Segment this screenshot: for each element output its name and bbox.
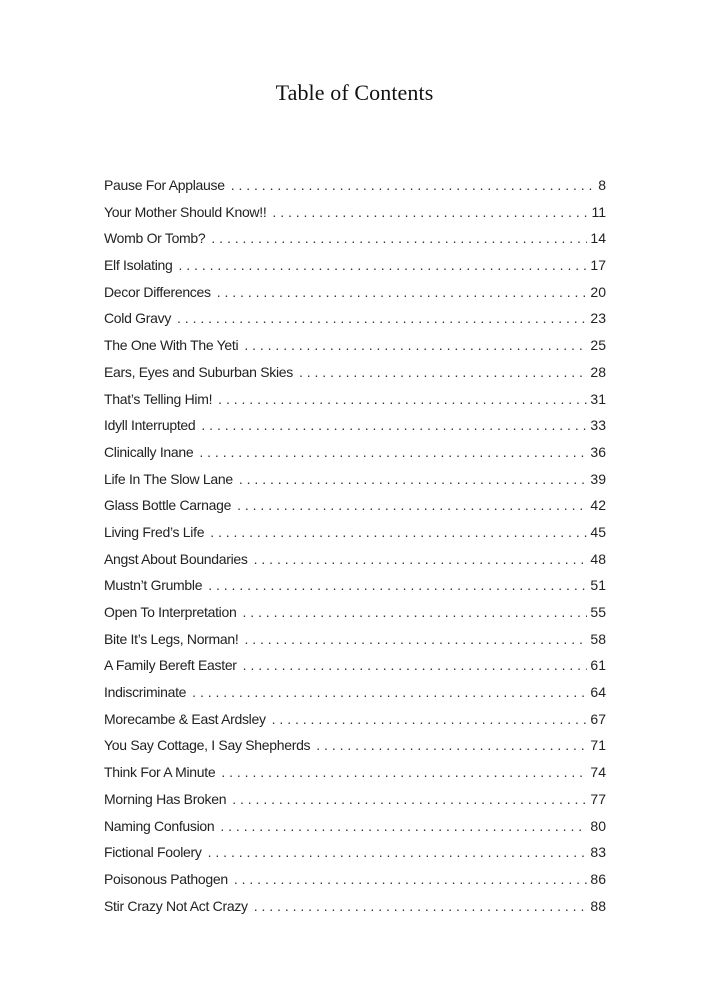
toc-dot-leader <box>218 386 587 413</box>
toc-dot-leader <box>242 599 587 626</box>
toc-entry[interactable] <box>104 439 606 466</box>
toc-entry-title: Open To Interpretation <box>104 604 237 620</box>
toc-page-number: 11 <box>591 203 606 220</box>
toc-dot-leader <box>254 546 588 573</box>
toc-page-number: 48 <box>590 550 606 567</box>
toc-entry[interactable] <box>104 599 606 626</box>
toc-entry[interactable] <box>104 652 606 679</box>
toc-dot-leader <box>272 199 588 226</box>
toc-dot-leader <box>211 225 587 252</box>
toc-entry-title: Living Fred’s Life <box>104 523 205 540</box>
toc-dot-leader <box>244 332 587 359</box>
toc-entry[interactable] <box>104 332 606 359</box>
toc-page-number: 33 <box>590 417 606 434</box>
toc-page-number: 58 <box>590 630 606 647</box>
toc-dot-leader <box>220 813 587 840</box>
toc-entry[interactable] <box>104 546 606 573</box>
toc-dot-leader <box>201 412 587 439</box>
toc-dot-leader <box>210 519 587 546</box>
toc-page-number: 67 <box>590 710 606 727</box>
toc-entry-title: Pause For Applause <box>104 177 225 193</box>
toc-entry-title: Idyll Interrupted <box>104 417 196 434</box>
toc-page-number: 71 <box>590 737 606 754</box>
toc-page-number: 8 <box>598 177 606 193</box>
toc-dot-leader <box>299 359 587 386</box>
toc-page-number: 14 <box>590 230 606 247</box>
toc-page-number: 55 <box>590 604 606 620</box>
toc-page-number: 64 <box>590 684 606 701</box>
toc-entry-title: Life In The Slow Lane <box>104 470 233 487</box>
toc-entry[interactable] <box>104 839 606 866</box>
toc-entry[interactable] <box>104 786 606 813</box>
toc-entry[interactable] <box>104 279 606 306</box>
toc-entry-title: Morning Has Broken <box>104 790 227 807</box>
toc-dot-leader <box>231 172 596 199</box>
toc-entry[interactable] <box>104 732 606 759</box>
toc-dot-leader <box>254 893 588 920</box>
toc-entry[interactable] <box>104 172 606 199</box>
toc-dot-leader <box>217 279 588 306</box>
toc-page-number: 20 <box>590 283 606 300</box>
toc-entry[interactable] <box>104 492 606 519</box>
toc-page-number: 77 <box>590 790 606 807</box>
toc-entry-title: Think For A Minute <box>104 764 216 781</box>
toc-entry-title: The One With The Yeti <box>104 337 239 354</box>
toc-page-number: 28 <box>590 363 606 380</box>
toc-entry-title: Fictional Foolery <box>104 844 202 861</box>
toc-page-number: 51 <box>590 577 606 594</box>
toc-page-number: 88 <box>590 897 606 914</box>
toc-entry[interactable] <box>104 866 606 893</box>
toc-entry[interactable] <box>104 813 606 840</box>
toc-entry-title: Clinically Inane <box>104 443 194 460</box>
toc-entry-title: Your Mother Should Know!! <box>104 203 267 220</box>
toc-entry-title: You Say Cottage, I Say Shepherds <box>104 737 311 754</box>
page-title: Table of Contents <box>275 80 434 105</box>
toc-page-number: 83 <box>590 844 606 861</box>
toc-entry-title: Ears, Eyes and Suburban Skies <box>104 363 293 380</box>
toc-entry[interactable] <box>104 305 606 332</box>
toc-dot-leader <box>221 759 587 786</box>
toc-entry[interactable] <box>104 359 606 386</box>
toc-entry-title: Elf Isolating <box>104 257 173 274</box>
toc-entry-title: Glass Bottle Carnage <box>104 497 232 514</box>
toc-page-number: 42 <box>590 497 606 514</box>
toc-entry-title: Stir Crazy Not Act Crazy <box>104 897 248 914</box>
toc-entry-title: Angst About Boundaries <box>104 550 248 567</box>
toc-entry-title: Mustn’t Grumble <box>104 577 203 594</box>
toc-entry-title: Naming Confusion <box>104 817 215 834</box>
toc-dot-leader <box>272 706 588 733</box>
table-of-contents-list <box>104 172 606 919</box>
toc-dot-leader <box>177 305 587 332</box>
toc-dot-leader <box>234 866 588 893</box>
toc-dot-leader <box>243 652 588 679</box>
toc-entry[interactable] <box>104 199 606 226</box>
toc-dot-leader <box>237 492 587 519</box>
toc-entry-title: That’s Telling Him! <box>104 390 213 407</box>
toc-page-number: 86 <box>590 870 606 887</box>
toc-entry[interactable] <box>104 225 606 252</box>
toc-page-number: 31 <box>590 390 606 407</box>
toc-page-number: 39 <box>590 470 606 487</box>
toc-entry[interactable] <box>104 519 606 546</box>
toc-page-number: 80 <box>590 817 606 834</box>
toc-entry[interactable] <box>104 572 606 599</box>
toc-dot-leader <box>199 439 587 466</box>
toc-dot-leader <box>244 626 587 653</box>
toc-entry[interactable] <box>104 893 606 920</box>
toc-entry-title: Indiscriminate <box>104 684 187 701</box>
toc-entry-title: Morecambe & East Ardsley <box>104 710 266 727</box>
toc-dot-leader <box>316 732 587 759</box>
toc-page-number: 61 <box>590 657 606 674</box>
toc-entry[interactable] <box>104 679 606 706</box>
toc-entry-title: Decor Differences <box>104 283 211 300</box>
toc-page-number: 74 <box>590 764 606 781</box>
toc-page-number: 36 <box>590 443 606 460</box>
toc-entry-title: Womb Or Tomb? <box>104 230 206 247</box>
toc-dot-leader <box>239 466 588 493</box>
toc-entry-title: Poisonous Pathogen <box>104 870 228 887</box>
toc-dot-leader <box>178 252 587 279</box>
toc-dot-leader <box>208 839 588 866</box>
toc-dot-leader <box>232 786 587 813</box>
toc-entry[interactable] <box>104 386 606 413</box>
toc-entry-title: Bite It’s Legs, Norman! <box>104 630 239 647</box>
toc-entry-title: Cold Gravy <box>104 310 172 327</box>
toc-entry[interactable] <box>104 466 606 493</box>
toc-entry[interactable] <box>104 706 606 733</box>
toc-entry[interactable] <box>104 759 606 786</box>
toc-entry[interactable] <box>104 412 606 439</box>
toc-entry[interactable] <box>104 252 606 279</box>
toc-dot-leader <box>192 679 587 706</box>
toc-page-number: 17 <box>590 257 606 274</box>
toc-page-number: 45 <box>590 523 606 540</box>
toc-entry[interactable] <box>104 626 606 653</box>
toc-page-number: 25 <box>590 337 606 354</box>
toc-dot-leader <box>208 572 587 599</box>
toc-entry-title: A Family Bereft Easter <box>104 657 237 674</box>
toc-page-number: 23 <box>590 310 606 327</box>
